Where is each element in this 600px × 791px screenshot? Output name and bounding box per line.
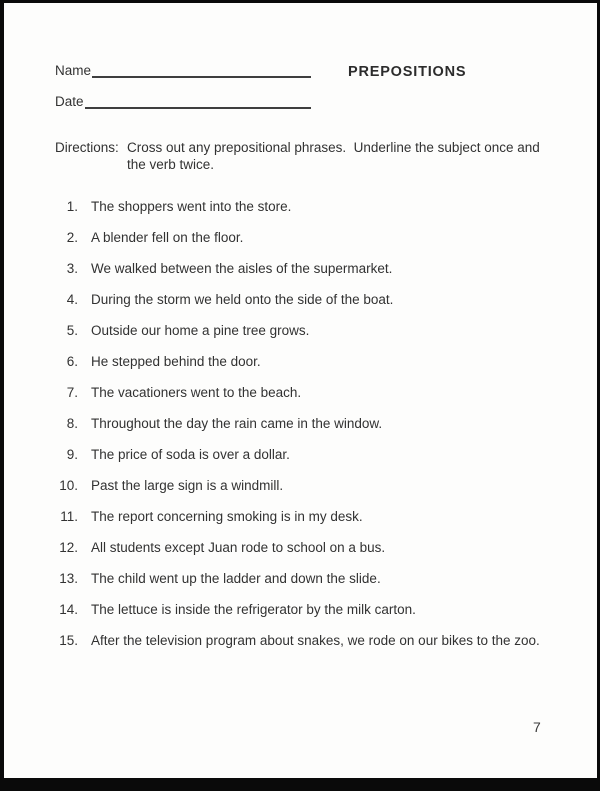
date-label: Date	[55, 94, 84, 109]
sentence-number: 3.	[66, 261, 78, 276]
sentence-number: 11.	[60, 509, 78, 524]
sentence-number: 10.	[59, 478, 78, 493]
sentence-number: 15.	[59, 633, 78, 648]
sentence-number: 9.	[66, 447, 78, 462]
sentence-text: The lettuce is inside the refrigerator by the milk carton.	[91, 602, 416, 617]
date-blank-line	[85, 107, 311, 109]
sentence-number: 14.	[59, 602, 78, 617]
sentence-row	[4, 292, 597, 323]
sentence-number: 2.	[66, 230, 78, 245]
sentence-row	[4, 509, 597, 540]
sentence-row	[4, 385, 597, 416]
sentence-text: The child went up the ladder and down the slide.	[91, 571, 381, 586]
name-label: Name	[55, 63, 92, 78]
sentence-row	[4, 633, 597, 664]
sentence-text: During the storm we held onto the side of the boat.	[91, 292, 394, 307]
name-blank-line	[92, 76, 311, 78]
sentence-row	[4, 230, 597, 261]
name-field-row	[55, 63, 311, 79]
sentence-row	[4, 447, 597, 478]
sentence-number: 4.	[66, 292, 78, 307]
sentence-number: 12.	[59, 540, 78, 555]
sentence-text: Throughout the day the rain came in the window.	[91, 416, 383, 431]
date-field-row	[55, 94, 311, 110]
sentence-number: 8.	[66, 416, 78, 431]
sentence-row	[4, 602, 597, 633]
sentence-number: 5.	[66, 323, 78, 338]
sentence-text: A blender fell on the floor.	[91, 230, 244, 245]
sentence-row	[4, 199, 597, 230]
sentence-text: We walked between the aisles of the supermarket.	[91, 261, 393, 276]
sentence-text: The vacationers went to the beach.	[91, 385, 302, 400]
sentence-row	[4, 354, 597, 385]
sentence-list	[4, 199, 597, 664]
sentence-number: 13.	[59, 571, 78, 586]
sentence-text: After the television program about snakes, we rode on our bikes to the zoo.	[91, 633, 540, 648]
directions-text: Cross out any prepositional phrases. Underline the subject once and the verb twice.	[127, 140, 544, 172]
sentence-row	[4, 323, 597, 354]
page-title: PREPOSITIONS	[348, 64, 467, 80]
directions-block	[55, 139, 559, 173]
directions-label: Directions:	[55, 140, 119, 155]
sentence-row	[4, 540, 597, 571]
worksheet-page	[4, 3, 597, 778]
sentence-text: The report concerning smoking is in my desk.	[91, 509, 363, 524]
sentence-row	[4, 478, 597, 509]
sentence-row	[4, 416, 597, 447]
sentence-text: He stepped behind the door.	[91, 354, 261, 369]
sentence-text: The shoppers went into the store.	[91, 199, 292, 214]
sentence-text: Past the large sign is a windmill.	[91, 478, 284, 493]
sentence-text: All students except Juan rode to school on a bus.	[91, 540, 386, 555]
sentence-number: 7.	[66, 385, 78, 400]
sentence-row	[4, 261, 597, 292]
page-number: 7	[533, 719, 541, 735]
sentence-row	[4, 571, 597, 602]
sentence-text: The price of soda is over a dollar.	[91, 447, 290, 462]
sentence-number: 6.	[66, 354, 78, 369]
sentence-number: 1.	[66, 199, 78, 214]
sentence-text: Outside our home a pine tree grows.	[91, 323, 310, 338]
